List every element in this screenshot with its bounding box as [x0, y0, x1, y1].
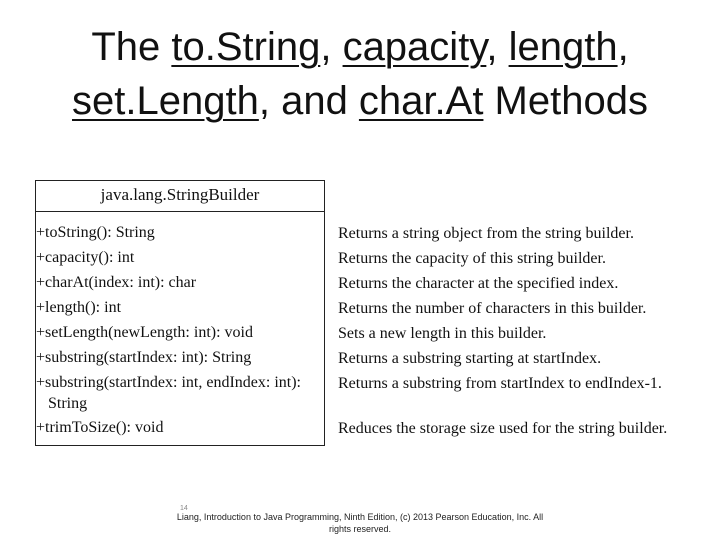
title-text: , and	[258, 79, 359, 123]
title-method-charat: char.At	[358, 79, 484, 123]
title-text: ,	[617, 25, 629, 69]
uml-method: +substring(startIndex: int): String	[36, 349, 252, 366]
method-description: Reduces the storage size used for the string builder.	[338, 420, 668, 437]
page-number: 14	[180, 505, 188, 512]
slide-title	[0, 20, 720, 128]
method-description: Returns a string object from the string builder.	[338, 225, 634, 242]
uml-method: +trimToSize(): void	[36, 419, 164, 436]
method-description: Returns a substring starting at startIndex.	[338, 350, 602, 367]
title-text: ,	[320, 25, 343, 69]
title-line-1	[0, 20, 720, 74]
title-method-setlength: set.Length	[72, 79, 259, 123]
uml-method: +substring(startIndex: int, endIndex: int):	[36, 374, 301, 391]
method-description: Sets a new length in this builder.	[338, 325, 547, 342]
title-text: Methods	[483, 79, 648, 123]
footer-line-1: Liang, Introduction to Java Programming, Ninth Edition, (c) 2013 Pearson Education, Inc. All	[176, 512, 544, 522]
title-text: ,	[486, 25, 509, 69]
uml-method: +toString(): String	[36, 224, 155, 241]
title-method-tostring: to.String	[171, 25, 321, 69]
uml-method: +charAt(index: int): char	[36, 274, 197, 291]
title-text: The	[91, 25, 172, 69]
method-description: Returns the capacity of this string builder.	[338, 250, 606, 267]
method-description: Returns the character at the specified index.	[338, 275, 619, 292]
uml-class-box	[35, 180, 325, 446]
uml-method: +setLength(newLength: int): void	[36, 324, 253, 341]
uml-method: +length(): int	[36, 299, 122, 316]
uml-method-continuation: String	[48, 395, 88, 412]
method-description: Returns the number of characters in this builder.	[338, 300, 647, 317]
title-line-2	[0, 74, 720, 128]
method-description: Returns a substring from startIndex to endIndex-1.	[338, 375, 662, 392]
title-method-capacity: capacity	[342, 25, 487, 69]
slide-footer	[0, 511, 720, 535]
uml-class-name: java.lang.StringBuilder	[36, 181, 324, 212]
title-method-length: length	[508, 25, 618, 69]
footer-line-2: rights reserved.	[328, 524, 392, 534]
uml-method: +capacity(): int	[36, 249, 135, 266]
